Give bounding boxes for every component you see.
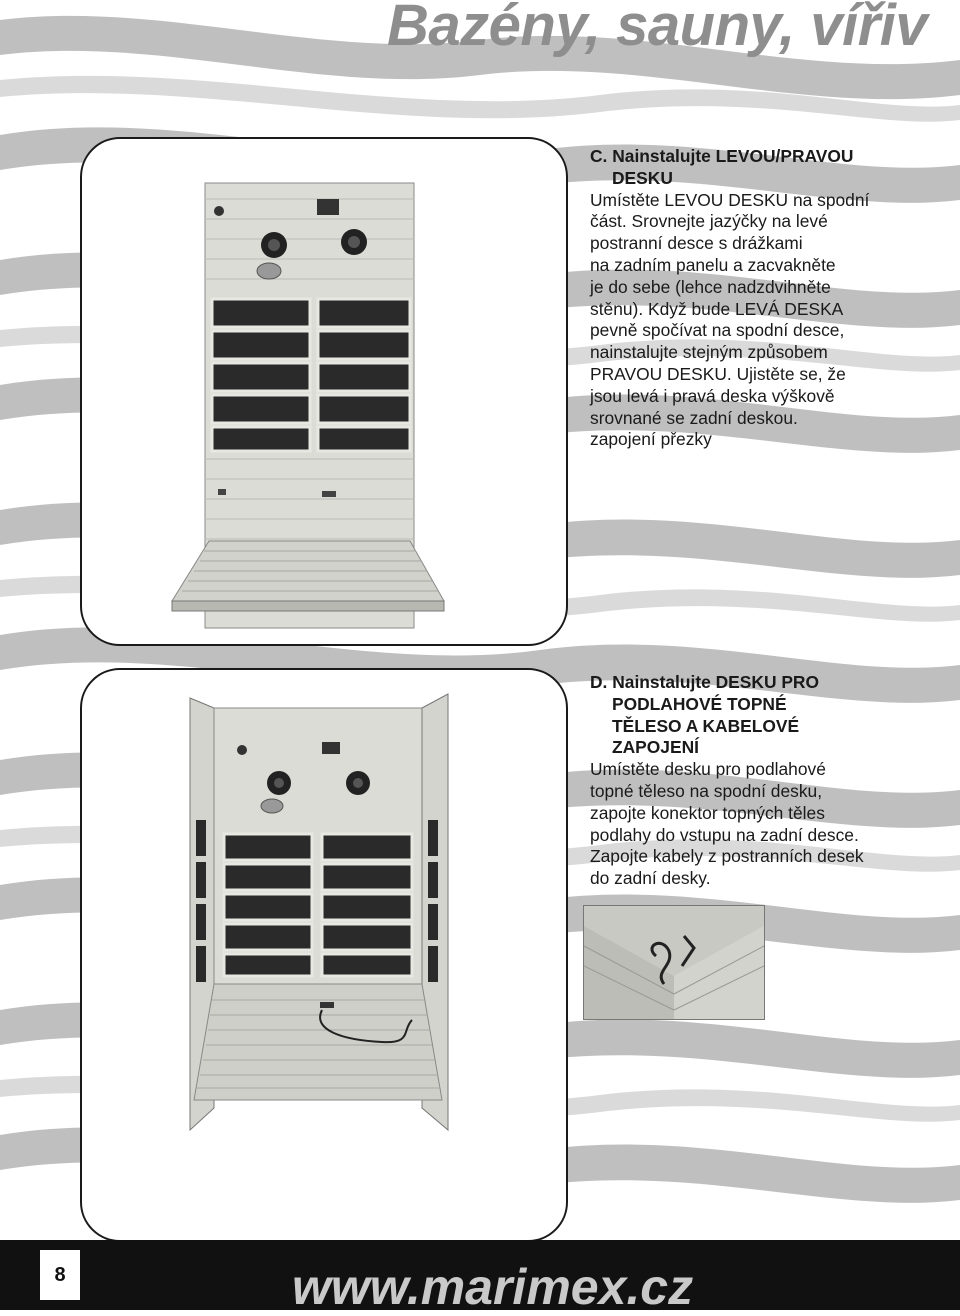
body-line: Umístěte LEVOU DESKU na spodní bbox=[590, 189, 870, 210]
section-d-heading bbox=[590, 672, 960, 759]
heading-line: D. Nainstalujte DESKU PRO bbox=[590, 672, 820, 692]
footer-url-link[interactable]: www.marimex.cz bbox=[292, 1259, 694, 1315]
photo-frame-d bbox=[80, 668, 568, 1242]
body-line: Umístěte desku pro podlahové bbox=[590, 759, 826, 780]
body-line: je do sebe (lehce nadzdvihněte bbox=[590, 276, 831, 297]
body-line: Zapojte kabely z postranních desek bbox=[590, 846, 864, 867]
body-line: stěnu). Když bude LEVÁ DESKA bbox=[590, 298, 844, 319]
section-d bbox=[590, 672, 960, 890]
sauna-back-panel-photo bbox=[82, 139, 566, 644]
body-line: PRAVOU DESKU. Ujistěte se, že bbox=[590, 363, 846, 384]
section-d-body bbox=[590, 759, 960, 890]
body-line: srovnané se zadní deskou. bbox=[590, 407, 798, 428]
photo-frame-c bbox=[80, 137, 568, 646]
section-c-heading bbox=[590, 146, 960, 190]
body-line: jsou levá i pravá deska výškově bbox=[590, 385, 835, 406]
heading-line: DESKU bbox=[612, 167, 673, 188]
header-title: Bazény, sauny, vířiv bbox=[387, 0, 928, 58]
heading-line: C. Nainstalujte LEVOU/PRAVOU bbox=[590, 146, 854, 166]
sauna-assembled-photo bbox=[82, 670, 566, 1240]
section-c bbox=[590, 146, 960, 451]
body-line: postranní desce s drážkami bbox=[590, 233, 803, 254]
heading-line: TĚLESO A KABELOVÉ bbox=[612, 715, 800, 736]
connector-detail-photo bbox=[583, 905, 765, 1020]
body-line: topné těleso na spodní desku, bbox=[590, 780, 823, 801]
body-line: do zadní desky. bbox=[590, 868, 711, 889]
body-line: na zadním panelu a zacvakněte bbox=[590, 254, 836, 275]
section-c-body bbox=[590, 190, 960, 452]
body-line: podlahy do vstupu na zadní desce. bbox=[590, 824, 859, 845]
body-line: zapojení přezky bbox=[590, 429, 712, 450]
page-number: 8 bbox=[40, 1250, 80, 1300]
body-line: nainstalujte stejným způsobem bbox=[590, 342, 828, 363]
body-line: zapojte konektor topných těles bbox=[590, 802, 825, 823]
heading-line: PODLAHOVÉ TOPNÉ bbox=[612, 693, 787, 714]
body-line: pevně spočívat na spodní desce, bbox=[590, 320, 845, 341]
heading-line: ZAPOJENÍ bbox=[612, 737, 699, 758]
body-line: část. Srovnejte jazýčky na levé bbox=[590, 211, 828, 232]
